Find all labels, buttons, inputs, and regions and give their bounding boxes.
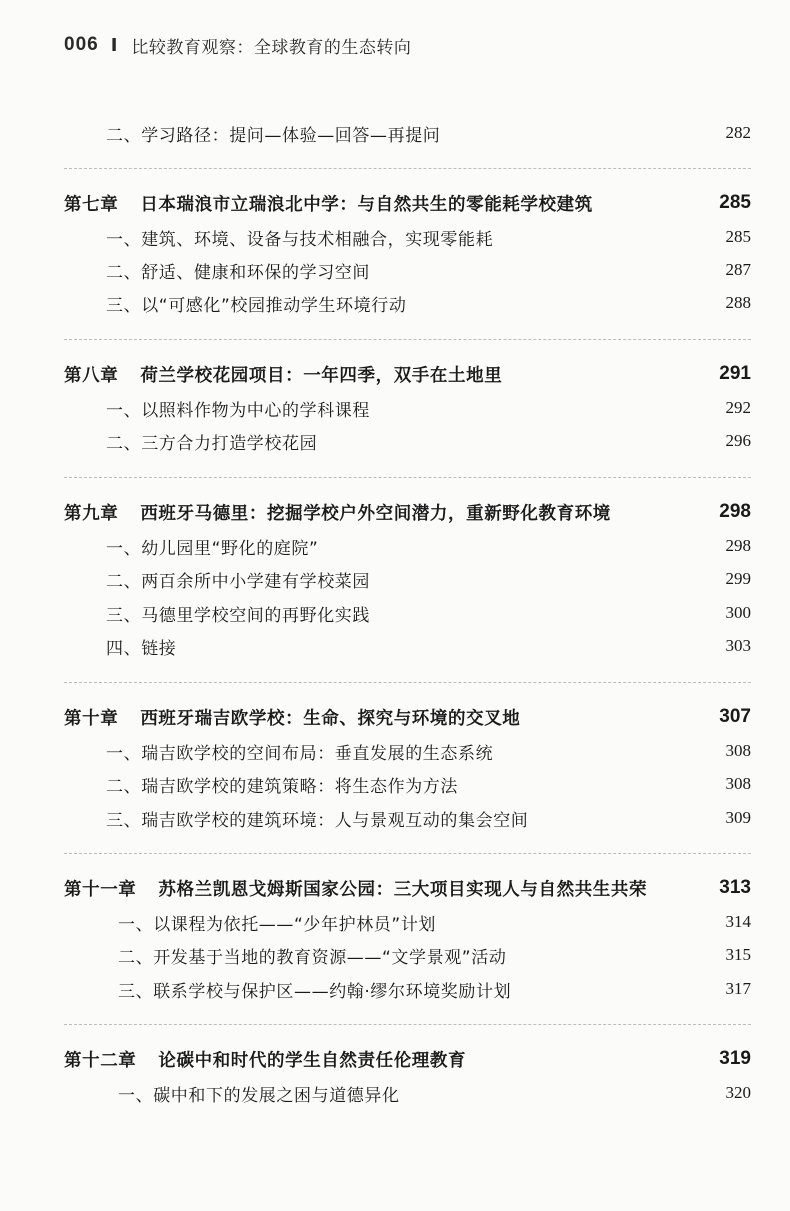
entry-page-number: 292 [725, 398, 751, 417]
section-divider [64, 682, 751, 683]
toc-section-entry[interactable] [64, 392, 751, 424]
entry-text: 三、联系学校与保护区——约翰·缪尔环境奖励计划 [118, 981, 512, 1002]
entry-title [64, 191, 593, 216]
entry-text: 日本瑞浪市立瑞浪北中学：与自然共生的零能耗学校建筑 [140, 194, 593, 215]
toc-section-entry[interactable] [64, 254, 751, 286]
entry-title [64, 500, 611, 525]
entry-text: 一、以课程为依托——“少年护林员”计划 [118, 914, 437, 935]
toc-section-entry[interactable] [64, 939, 751, 971]
toc-section-entry[interactable] [64, 630, 751, 662]
entry-page-number: 320 [725, 1083, 751, 1102]
entry-text: 二、瑞吉欧学校的建筑策略：将生态作为方法 [106, 776, 458, 797]
toc-section-entry[interactable] [64, 973, 751, 1005]
toc-chapter-entry[interactable] [64, 872, 751, 904]
entry-page-number: 288 [725, 293, 751, 312]
entry-title [64, 396, 370, 421]
header-separator: I [110, 34, 118, 56]
entry-title [64, 977, 511, 1002]
entry-title [64, 225, 493, 250]
entry-text: 三、马德里学校空间的再野化实践 [106, 605, 370, 626]
entry-title [64, 601, 370, 626]
entry-title [64, 121, 440, 146]
entry-text: 二、开发基于当地的教育资源——“文学景观”活动 [118, 947, 507, 968]
entry-page-number: 299 [725, 569, 751, 588]
entry-title [64, 739, 493, 764]
entry-title [64, 943, 506, 968]
entry-text: 一、瑞吉欧学校的空间布局：垂直发展的生态系统 [106, 743, 494, 764]
entry-page-number: 307 [719, 706, 751, 727]
entry-page-number: 291 [719, 363, 751, 384]
entry-page-number: 287 [725, 260, 751, 279]
chapter-label: 第七章 [64, 194, 119, 215]
entry-title [64, 1081, 400, 1106]
entry-page-number: 315 [725, 945, 751, 964]
entry-page-number: 282 [725, 123, 751, 142]
entry-page-number: 308 [725, 741, 751, 760]
entry-title [64, 910, 436, 935]
toc-section-entry[interactable] [64, 117, 751, 149]
entry-text: 三、瑞吉欧学校的建筑环境：人与景观互动的集会空间 [106, 810, 529, 831]
entry-text: 荷兰学校花园项目：一年四季，双手在土地里 [140, 365, 503, 386]
entry-page-number: 313 [719, 877, 751, 898]
chapter-label: 第十二章 [64, 1050, 137, 1071]
toc-section-entry[interactable] [64, 530, 751, 562]
entry-page-number: 285 [719, 192, 751, 213]
entry-title [64, 772, 458, 797]
entry-page-number: 309 [725, 808, 751, 827]
entry-title [64, 534, 318, 559]
chapter-label: 第八章 [64, 365, 119, 386]
entry-page-number: 298 [725, 536, 751, 555]
entry-title [64, 291, 406, 316]
toc-section-entry[interactable] [64, 425, 751, 457]
entry-text: 二、两百余所中小学建有学校菜园 [106, 571, 370, 592]
entry-text: 论碳中和时代的学生自然责任伦理教育 [158, 1050, 467, 1071]
toc-section-entry[interactable] [64, 563, 751, 595]
entry-title [64, 1047, 466, 1072]
entry-page-number: 314 [725, 912, 751, 931]
entry-title [64, 634, 176, 659]
chapter-label: 第十一章 [64, 879, 137, 900]
entry-title [64, 876, 647, 901]
toc-section-entry[interactable] [64, 287, 751, 319]
entry-page-number: 285 [725, 227, 751, 246]
entry-text: 西班牙马德里：挖掘学校户外空间潜力，重新野化教育环境 [140, 503, 611, 524]
toc-section-entry[interactable] [64, 906, 751, 938]
entry-title [64, 705, 520, 730]
entry-title [64, 567, 370, 592]
entry-text: 一、以照料作物为中心的学科课程 [106, 400, 370, 421]
entry-page-number: 300 [725, 603, 751, 622]
toc-section-entry[interactable] [64, 597, 751, 629]
entry-text: 二、学习路径：提问—体验—回答—再提问 [106, 125, 441, 146]
toc-section-entry[interactable] [64, 802, 751, 834]
page-number: 006 [64, 34, 99, 55]
chapter-label: 第九章 [64, 503, 119, 524]
toc-section-entry[interactable] [64, 735, 751, 767]
toc-chapter-entry[interactable] [64, 496, 751, 528]
entry-page-number: 303 [725, 636, 751, 655]
entry-text: 一、建筑、环境、设备与技术相融合，实现零能耗 [106, 229, 494, 250]
entry-text: 一、碳中和下的发展之困与道德异化 [118, 1085, 400, 1106]
entry-text: 三、以“可感化”校园推动学生环境行动 [106, 295, 407, 316]
entry-page-number: 308 [725, 774, 751, 793]
entry-title [64, 806, 528, 831]
entry-text: 苏格兰凯恩戈姆斯国家公园：三大项目实现人与自然共生共荣 [158, 879, 648, 900]
section-divider [64, 168, 751, 169]
entry-text: 二、舒适、健康和环保的学习空间 [106, 262, 370, 283]
running-header [64, 30, 411, 60]
entry-title [64, 258, 370, 283]
entry-page-number: 296 [725, 431, 751, 450]
section-divider [64, 477, 751, 478]
entry-page-number: 298 [719, 501, 751, 522]
section-divider [64, 339, 751, 340]
section-divider [64, 1024, 751, 1025]
entry-text: 西班牙瑞吉欧学校：生命、探究与环境的交叉地 [140, 708, 521, 729]
toc-chapter-entry[interactable] [64, 187, 751, 219]
toc-chapter-entry[interactable] [64, 358, 751, 390]
entry-title [64, 429, 317, 454]
entry-page-number: 319 [719, 1048, 751, 1069]
entry-text: 二、三方合力打造学校花园 [106, 433, 318, 454]
entry-page-number: 317 [725, 979, 751, 998]
toc-section-entry[interactable] [64, 768, 751, 800]
toc-section-entry[interactable] [64, 221, 751, 253]
section-divider [64, 853, 751, 854]
entry-text: 一、幼儿园里“野化的庭院” [106, 538, 319, 559]
toc-chapter-entry[interactable] [64, 1043, 751, 1075]
book-title: 比较教育观察：全球教育的生态转向 [131, 37, 412, 58]
toc-section-entry[interactable] [64, 1077, 751, 1109]
entry-text: 四、链接 [106, 638, 177, 659]
toc-chapter-entry[interactable] [64, 701, 751, 733]
chapter-label: 第十章 [64, 708, 119, 729]
entry-title [64, 362, 502, 387]
